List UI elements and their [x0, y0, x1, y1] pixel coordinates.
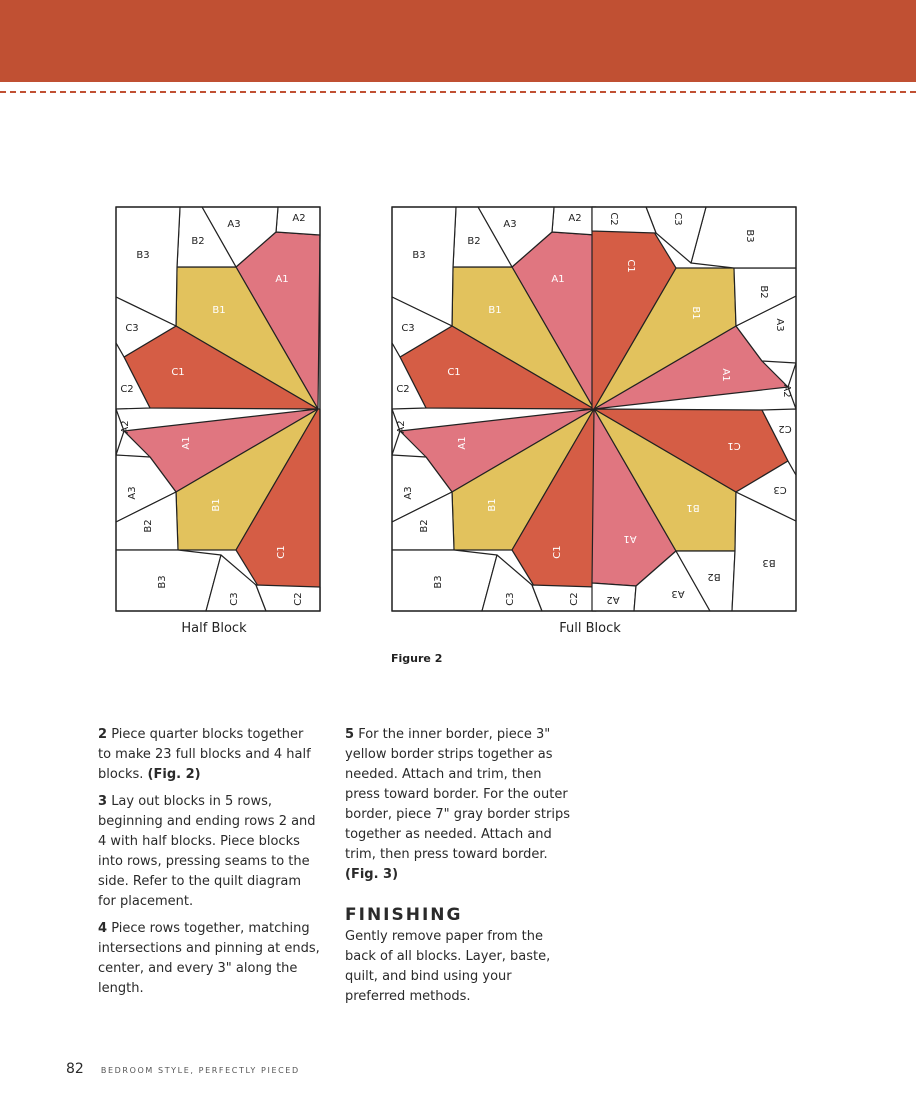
- half-label-b2: B2: [191, 236, 205, 247]
- half-label-b1: B1: [212, 305, 226, 316]
- step-3: [98, 792, 320, 912]
- half-label-c1: C1: [171, 367, 185, 378]
- half-lower-piece-b3: [116, 550, 221, 611]
- step-2-number: 2: [98, 727, 108, 742]
- full-ll-piece-b3: [392, 550, 497, 611]
- half-lower-label-a3: A3: [127, 486, 138, 500]
- full-ur-piece-b3: [691, 207, 796, 268]
- header-dashed-rule: [0, 91, 916, 93]
- full-ul-label-c1: C1: [447, 367, 461, 378]
- step-2-ref: (Fig. 2): [147, 767, 201, 782]
- full-lr-label-a3: A3: [671, 588, 685, 599]
- step-5-number: 5: [345, 727, 355, 742]
- half-lower-label-c2: C2: [293, 592, 304, 606]
- instructions-left-column: [98, 725, 320, 1006]
- full-ll-label-c1: C1: [552, 545, 563, 559]
- full-ul-label-c2: C2: [396, 384, 410, 395]
- full-ul-label-b2: B2: [467, 236, 481, 247]
- full-lr-label-b2: B2: [707, 571, 721, 582]
- full-ll-label-a1: A1: [457, 436, 468, 450]
- full-lr-label-a1: A1: [623, 533, 637, 544]
- half-lower-label-a2: A2: [120, 420, 131, 434]
- full-block-diagram: [392, 207, 796, 611]
- step-3-number: 3: [98, 794, 108, 809]
- step-4-text: Piece rows together, matching intersections and pinning at ends, center, and every 3" along the length.: [98, 921, 320, 996]
- finishing-heading: FINISHING: [345, 905, 463, 925]
- full-lr-label-b3: B3: [762, 557, 776, 568]
- half-lower-label-b2: B2: [143, 519, 154, 533]
- full-ul-label-a1: A1: [551, 274, 565, 285]
- instructions-right-column: [345, 725, 575, 1014]
- full-ll-label-b3: B3: [433, 575, 444, 589]
- half-lower-label-b3: B3: [157, 575, 168, 589]
- full-lr-label-c2: C2: [778, 423, 792, 434]
- step-5: [345, 725, 575, 885]
- full-ur-label-c3: C3: [672, 212, 683, 226]
- finishing-text: Gently remove paper from the back of all blocks. Layer, baste, quilt, and bind using your preferred methods.: [345, 929, 551, 1004]
- full-ur-piece-c2: [592, 207, 656, 233]
- full-ll-label-a3: A3: [403, 486, 414, 500]
- full-ll-label-b1: B1: [487, 498, 498, 512]
- step-2-text: Piece quarter blocks together to make 23 full blocks and 4 half blocks.: [98, 727, 311, 782]
- full-lr-label-b1: B1: [686, 502, 700, 513]
- full-block-caption: Full Block: [559, 621, 621, 636]
- full-lr-label-a2: A2: [606, 594, 620, 605]
- full-ll-label-c3: C3: [505, 592, 516, 606]
- half-lower-label-c3: C3: [229, 592, 240, 606]
- full-ur-label-c1: C1: [625, 259, 636, 273]
- page-number: 82: [66, 1061, 84, 1077]
- full-ll-label-b2: B2: [419, 519, 430, 533]
- half-label-a2: A2: [292, 213, 306, 224]
- full-ur-label-a2: A2: [781, 384, 792, 398]
- full-lr-label-c3: C3: [773, 484, 787, 495]
- half-label-c2: C2: [120, 384, 134, 395]
- full-ur-label-a3: A3: [774, 318, 785, 332]
- half-label-c3: C3: [125, 323, 139, 334]
- figure-label: Figure 2: [391, 652, 443, 665]
- full-ul-label-c3: C3: [401, 323, 415, 334]
- full-ll-piece-c2: [532, 585, 596, 611]
- full-ll-label-c2: C2: [569, 592, 580, 606]
- footer-title: BEDROOM STYLE, PERFECTLY PIECED: [100, 1066, 300, 1075]
- half-lower-label-c1: C1: [276, 545, 287, 559]
- step-4: [98, 919, 320, 999]
- full-ul-label-a3: A3: [503, 219, 517, 230]
- full-ul-label-a2: A2: [568, 213, 582, 224]
- step-2: [98, 725, 320, 785]
- half-block-diagram: [116, 207, 320, 611]
- half-label-a3: A3: [227, 219, 241, 230]
- full-ur-label-b2: B2: [758, 285, 769, 299]
- page-footer: [66, 1058, 300, 1077]
- half-lower-piece-c2: [256, 585, 320, 611]
- half-label-b3: B3: [136, 250, 150, 261]
- full-ul-label-b1: B1: [488, 305, 502, 316]
- half-lower-label-a1: A1: [181, 436, 192, 450]
- full-lr-label-c1: C1: [727, 440, 741, 451]
- half-lower-label-b1: B1: [211, 498, 222, 512]
- step-5-ref: (Fig. 3): [345, 867, 399, 882]
- full-ul-label-b3: B3: [412, 250, 426, 261]
- half-block-caption: Half Block: [181, 621, 247, 636]
- full-ur-label-b3: B3: [744, 229, 755, 243]
- step-4-number: 4: [98, 921, 108, 936]
- header-band: [0, 0, 916, 82]
- full-ll-label-a2: A2: [396, 420, 407, 434]
- full-ur-label-c2: C2: [608, 212, 619, 226]
- full-ur-label-a1: A1: [720, 368, 731, 382]
- half-label-a1: A1: [275, 274, 289, 285]
- step-3-text: Lay out blocks in 5 rows, beginning and ending rows 2 and 4 with half blocks. Piece blocks into rows, pressing seams to the side. Refer to the quilt diagram for placement.: [98, 794, 316, 909]
- step-5-text: For the inner border, piece 3" yellow border strips together as needed. Attach and trim, then press toward border. For the outer border, piece 7" gray border strips together as needed. Attach and trim, then press toward border.: [345, 727, 570, 862]
- full-ur-label-b1: B1: [690, 306, 701, 320]
